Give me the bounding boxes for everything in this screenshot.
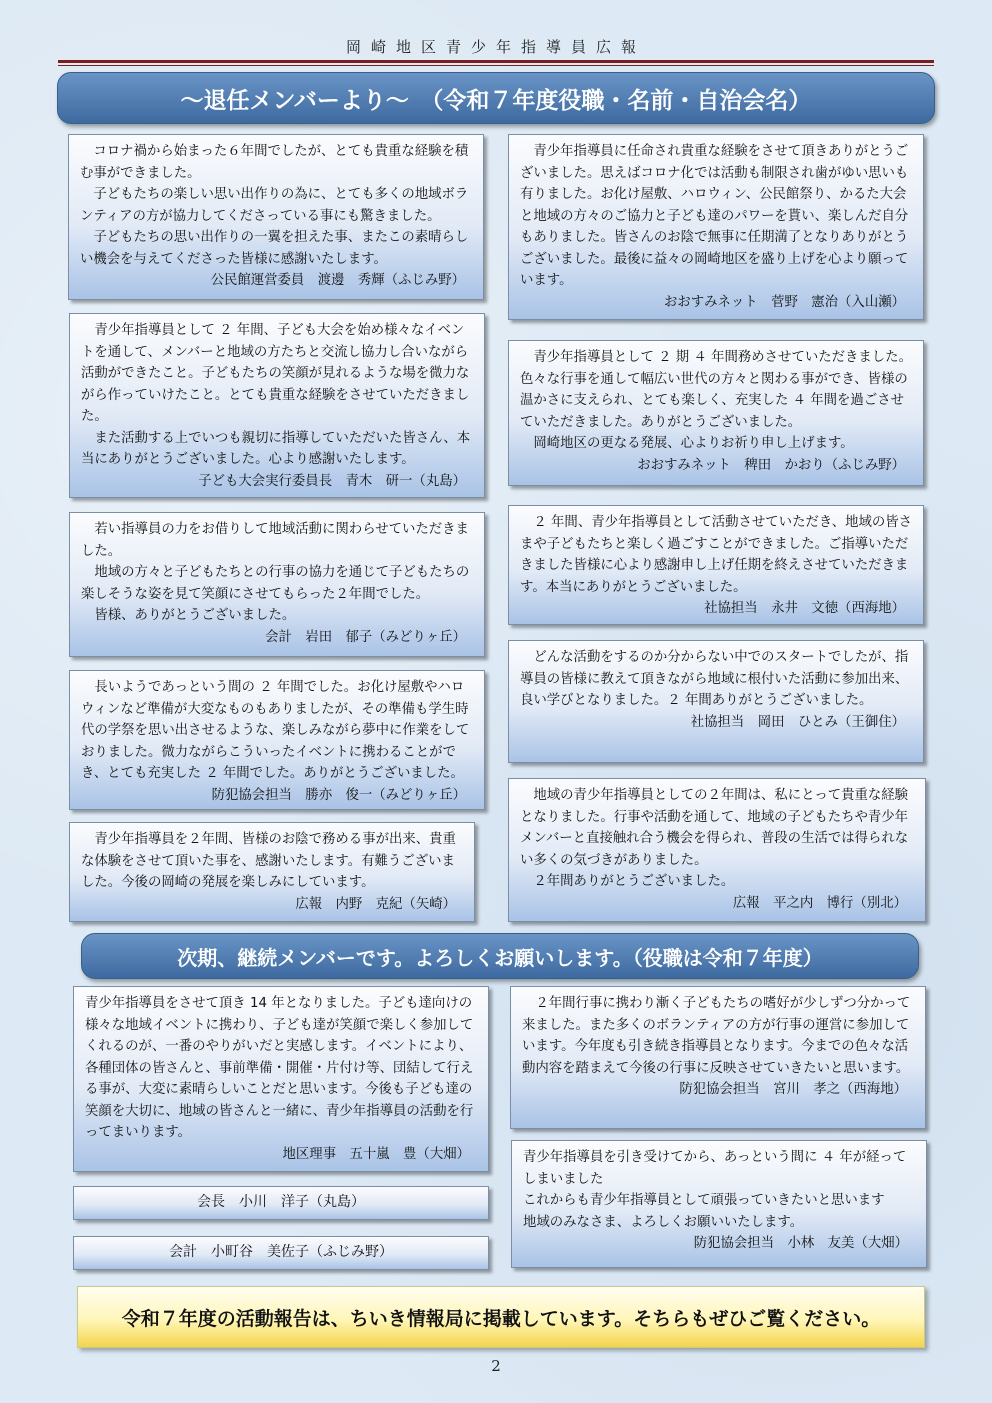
message-card bbox=[508, 640, 924, 763]
message-signature: 社協担当 岡田 ひとみ（王御住） bbox=[690, 714, 905, 730]
message-card bbox=[69, 313, 485, 498]
member-name: 会計 小町谷 美佐子（ふじみ野） bbox=[169, 1244, 393, 1261]
continuing-members-heading: 次期、継続メンバーです。よろしくお願いします。（役職は令和７年度） bbox=[81, 933, 919, 979]
message-text: 青少年指導員をさせて頂き 14 年となりました。子ども達向けの様々な地域イベントに携わり、子ども達が笑顔で楽しく参加してくれるのが、一番のやりがいだと実感します。イベントにより、各種団体の皆さんと、事前準備・開催・片付け等、団結して行える事が、大変に素晴らしいことだと思います。今後も子ども達の笑顔を大切に、地域の皆さんと一緒に、青少年指導員の活動を行ってまいります。 bbox=[85, 996, 474, 1140]
message-card bbox=[68, 134, 484, 300]
message-card bbox=[510, 986, 926, 1129]
message-card bbox=[73, 986, 489, 1172]
message-signature: おおすみネット 菅野 憲治（入山瀬） bbox=[663, 294, 905, 310]
message-signature: 広報 平之内 博行（別北） bbox=[732, 895, 907, 911]
message-text: 子どもたちの楽しい思い出作りの為に、とても多くの地域ボランティアの方が協力してくださっている事にも驚きました。 bbox=[80, 187, 469, 224]
message-text: 青少年指導員として ２ 期 ４ 年間務めさせていただきました。色々な行事を通して幅広い世代の方々と関わる事ができ、皆様の温かさに支えられ、とても楽しく、充実した ４ 年間を過ごさせていただきました。ありがとうございました。 bbox=[520, 350, 912, 430]
activity-report-notice: 令和７年度の活動報告は、ちいき情報局に掲載しています。そちらもぜひご覧ください。 bbox=[77, 1286, 925, 1348]
message-text: 青少年指導員を２年間、皆様のお陰で務める事が出来、貴重な体験をさせて頂いた事を、感謝いたします。有難うございました。今後の岡崎の発展を楽しみにしています。 bbox=[81, 832, 456, 890]
message-card bbox=[508, 134, 924, 320]
message-text: ２ 年間、青少年指導員として活動させていただき、地域の皆さまや子どもたちと楽しく過ごすことができました。ご指導いただきました皆様に心より感謝申し上げ任期を終えさせていただきます。本当にありがとうございました。 bbox=[520, 515, 913, 595]
retiring-members-heading: ～退任メンバーより～ （令和７年度役職・名前・自治会名） bbox=[57, 72, 935, 124]
message-signature: 会計 岩田 郁子（みどりヶ丘） bbox=[265, 629, 466, 645]
newsletter-title: 岡崎地区青少年指導員広報 bbox=[345, 38, 646, 56]
message-text: 地域の方々と子どもたちとの行事の協力を通じて子どもたちの楽しそうな姿を見て笑顔にさせてもらった２年間でした。 bbox=[81, 565, 470, 602]
member-name-card bbox=[73, 1236, 489, 1270]
message-text: 青少年指導員を引き受けてから、あっという間に ４ 年が経ってしまいました bbox=[523, 1150, 907, 1187]
member-name-card bbox=[73, 1186, 489, 1220]
message-text: 青少年指導員に任命され貴重な経験をさせて頂きありがとうございました。思えばコロナ化では活動も制限され歯がゆい思いも有りました。お化け屋敷、ハロウィン、公民館祭り、かるた大会と地域の方々のご協力と子ども達のパワーを貰い、楽しんだ自分もありました。皆さんのお陰で無事に任期満了となりありがとうございました。最後に益々の岡崎地区を盛り上げを心より願っています。 bbox=[520, 144, 909, 288]
message-text: コロナ禍から始まった６年間でしたが、とても貴重な経験を積む事ができました。 bbox=[80, 144, 469, 181]
message-text: 地域の青少年指導員としての２年間は、私にとって貴重な経験となりました。行事や活動を通して、地域の子どもたちや青少年メンバーと直接触れ合う機会を得られ、普段の生活では得られない多くの気づきがありました。 bbox=[520, 788, 909, 868]
header-rule-thin bbox=[58, 65, 934, 66]
message-text: 岡崎地区の更なる発展、心よりお祈り申し上げます。 bbox=[533, 436, 854, 451]
message-text: 長いようであっという間の ２ 年間でした。お化け屋敷やハロウィンなど準備が大変なものもありましたが、その準備も学生時代の学祭を思い出させるような、楽しみながら夢中に作業をしておりました。微力ながらこういったイベントに携わることができ、とても充実した ２ 年間でした。ありがとうございました。 bbox=[81, 680, 470, 781]
message-signature: おおすみネット 稗田 かおり（ふじみ野） bbox=[637, 457, 905, 473]
message-signature: 防犯協会担当 宮川 孝之（西海地） bbox=[679, 1082, 907, 1097]
page-number: 2 bbox=[491, 1357, 501, 1375]
message-text: ２年間行事に携わり漸く子どもたちの嗜好が少しずつ分かって来ました。また多くのボランティアの方が行事の運営に参加しています。今年度も引き続き指導員となります。今までの色々な活動内容を踏まえて今後の行事に反映させていきたいと思います。 bbox=[522, 996, 911, 1076]
message-text: また活動する上でいつも親切に指導していただいた皆さん、本当にありがとうございました。心より感謝いたします。 bbox=[81, 430, 471, 467]
message-signature: 防犯協会担当 勝亦 俊一（みどりヶ丘） bbox=[211, 787, 466, 803]
message-card bbox=[69, 670, 485, 810]
message-text: 若い指導員の力をお借りして地域活動に関わらせていただきました。 bbox=[81, 522, 469, 559]
message-signature: 公民館運営委員 渡邊 秀輝（ふじみ野） bbox=[210, 273, 465, 288]
message-signature: 防犯協会担当 小林 友美（大畑） bbox=[693, 1236, 908, 1251]
message-text: 皆様、ありがとうございました。 bbox=[94, 608, 296, 623]
message-text: どんな活動をするのか分からない中でのスタートでしたが、指導員の皆様に教えて頂きながら地域に根付いた活動に参加出来、良い学びとなりました。２ 年間ありがとうございました。 bbox=[520, 650, 909, 708]
message-card bbox=[508, 340, 924, 486]
header-rule bbox=[58, 60, 934, 63]
message-signature: 社協担当 永井 文徳（西海地） bbox=[704, 601, 905, 616]
message-card bbox=[69, 512, 485, 657]
message-text: 青少年指導員として ２ 年間、子ども大会を始め様々なイベントを通して、メンバーと地域の方たちと交流し協力し合いながら活動ができたこと。子どもたちの笑顔が見れるような場を微力ながら作っていけたこと。とても貴重な経験をさせていただきました。 bbox=[81, 323, 470, 424]
message-signature: 広報 内野 克紀（矢崎） bbox=[295, 896, 456, 912]
member-name: 会長 小川 洋子（丸島） bbox=[197, 1194, 365, 1211]
message-text: 子どもたちの思い出作りの一翼を担えた事、またこの素晴らしい機会を与えてくださった皆様に感謝いたします。 bbox=[80, 230, 469, 267]
message-text: ２年間ありがとうございました。 bbox=[533, 874, 735, 889]
message-signature: 子ども大会実行委員長 青木 研一（丸島） bbox=[198, 473, 466, 489]
message-card bbox=[511, 1140, 927, 1268]
message-signature: 地区理事 五十嵐 豊（大畑） bbox=[282, 1146, 470, 1162]
message-text: これからも青少年指導員として頑張っていきたいと思います bbox=[523, 1193, 885, 1208]
message-card bbox=[508, 778, 926, 922]
message-card bbox=[69, 822, 475, 922]
message-text: 地域のみなさま、よろしくお願いいたします。 bbox=[523, 1214, 804, 1230]
message-card bbox=[508, 505, 924, 625]
